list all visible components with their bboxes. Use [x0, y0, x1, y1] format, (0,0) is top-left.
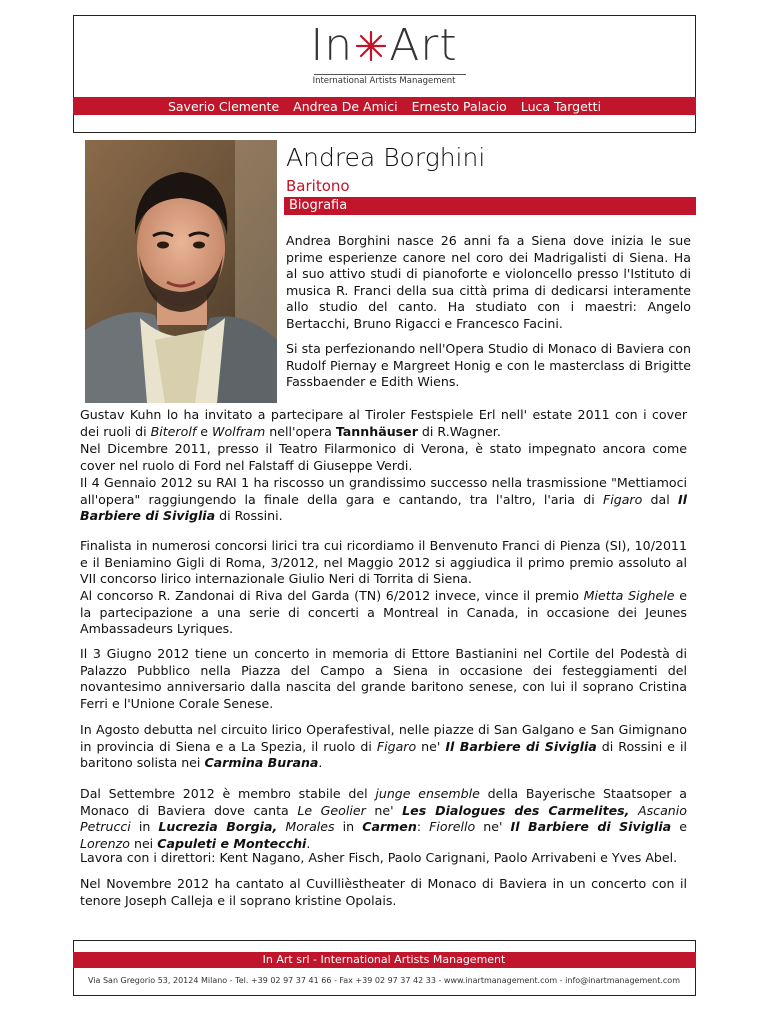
bio-paragraph-6: Finalista in numerosi concorsi lirici tra cui ricordiamo il Benvenuto Franci di Pienza (SI), 10/2011 e il Beniamino Gigli di Roma, 3/2012, nel Maggio 2012 si aggiudica il primo premio assoluto al VII concorso lirico internazionale Giulio Neri di Torrita di Siena.	[80, 538, 687, 587]
star-icon	[355, 30, 387, 62]
artist-link-ernesto-palacio[interactable]: Ernesto Palacio	[411, 98, 507, 114]
footer-title: In Art srl - International Artists Management	[262, 953, 506, 966]
section-title: Biografia	[289, 198, 348, 213]
artist-link-luca-targetti[interactable]: Luca Targetti	[520, 98, 602, 114]
artist-link-andrea-de-amici[interactable]: Andrea De Amici	[293, 98, 398, 114]
bio-paragraph-3: Gustav Kuhn lo ha invitato a partecipare al Tiroler Festspiele Erl nell' estate 2011 con i cover dei ruoli di Biterolf e Wolfram nell'opera Tannhäuser di R.Wagner.	[80, 407, 687, 439]
artist-photo	[85, 140, 277, 403]
bio-paragraph-5: Il 4 Gennaio 2012 su RAI 1 ha riscosso un grandissimo successo nella trasmissione "Mettiamoci all'opera" raggiungendo la finale della gara e cantando, tra l'altro, l'aria di Figaro dal Il Barbiere di Siviglia di Rossini.	[80, 475, 688, 524]
logo-text-left: In	[310, 20, 354, 71]
logo-subtitle: International Artists Management	[312, 76, 456, 86]
artist-name: Andrea Borghini	[286, 143, 486, 172]
artist-nav-bar	[73, 97, 696, 115]
footer-frame	[73, 940, 696, 996]
bio-paragraph-8: Il 3 Giugno 2012 tiene un concerto in memoria di Ettore Bastianini nel Cortile del Podestà di Palazzo Pubblico nella Piazza del Campo a Siena in occasione dei festeggiamenti del novantesimo anniversario dalla nascita del grande baritono senese, con lui il soprano Cristina Ferri e l'Unione Corale Senese.	[80, 646, 687, 711]
artist-role: Baritono	[286, 177, 350, 195]
bio-paragraph-9: In Agosto debutta nel circuito lirico Operafestival, nelle piazze di San Galgano e San Gimignano in provincia di Siena e a La Spezia, il ruolo di Figaro ne' Il Barbiere di Siviglia di Rossini e il baritono solista nei Carmina Burana.	[80, 722, 688, 771]
bio-paragraph-12: Nel Novembre 2012 ha cantato al Cuvillièstheater di Monaco di Baviera in un concerto con il tenore Joseph Calleja e il soprano kristine Opolais.	[80, 876, 687, 908]
bio-paragraph-1: Andrea Borghini nasce 26 anni fa a Siena dove inizia le sue prime esperienze canore nel coro dei Madrigalisti di Siena. Ha al suo attivo studi di pianoforte e violoncello presso l'Istituto di musica R. Franci della sua città prima di dedicarsi interamente allo studio del canto. Ha studiato con i maestri: Angelo Bertacchi, Bruno Rigacci e Francesco Facini.	[286, 233, 691, 331]
bio-paragraph-7: Al concorso R. Zandonai di Riva del Garda (TN) 6/2012 invece, vince il premio Mietta Sighele e la partecipazione a una serie di concerti a Montreal in Canada, in occasione dei Jeunes Ambassadeurs Lyriques.	[80, 588, 687, 637]
logo	[0, 22, 768, 70]
footer-address: Via San Gregorio 53, 20124 Milano - Tel. +39 02 97 37 41 66 - Fax +39 02 97 37 42 33 - www.inartmanagement.com - info@inartmanagement.com	[88, 976, 680, 985]
logo-text-right: Art	[389, 20, 458, 71]
bio-paragraph-11: Lavora con i direttori: Kent Nagano, Asher Fisch, Paolo Carignani, Paolo Arrivabeni e Yves Abel.	[80, 850, 678, 865]
bio-paragraph-2: Si sta perfezionando nell'Opera Studio di Monaco di Baviera con Rudolf Piernay e Margreet Honig e con le masterclass di Brigitte Fassbaender e Edith Wiens.	[286, 341, 691, 390]
bio-paragraph-10: Dal Settembre 2012 è membro stabile del junge ensemble della Bayerische Staatsoper a Monaco di Baviera dove canta Le Geolier ne' Les Dialogues des Carmelites, Ascanio Petrucci in Lucrezia Borgia, Morales in Carmen: Fiorello ne' Il Barbiere di Siviglia e Lorenzo nei Capuleti e Montecchi.	[80, 786, 687, 851]
logo-divider	[314, 74, 466, 75]
artist-link-saverio-clemente[interactable]: Saverio Clemente	[167, 98, 280, 114]
bio-paragraph-4: Nel Dicembre 2011, presso il Teatro Filarmonico di Verona, è stato impegnato ancora come cover nel ruolo di Ford nel Falstaff di Giuseppe Verdi.	[80, 441, 687, 473]
